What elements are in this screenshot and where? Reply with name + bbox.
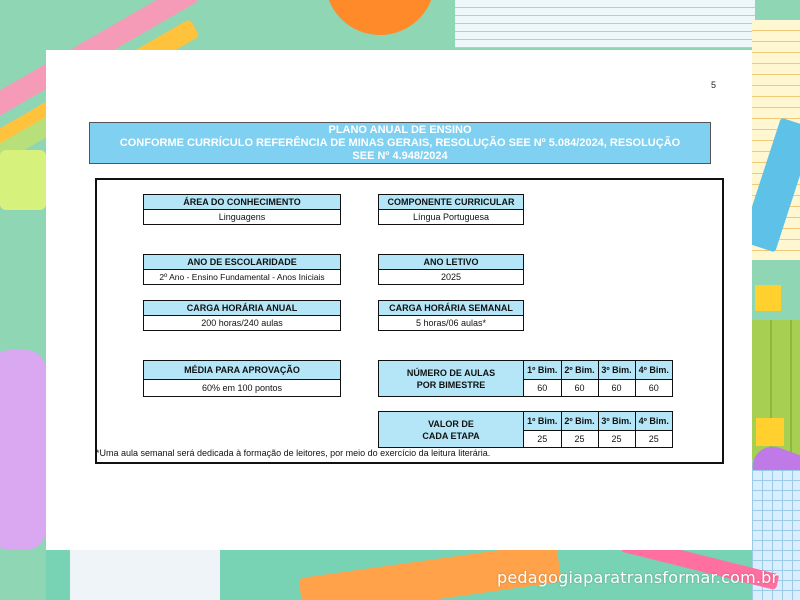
area-value: Linguagens [218,212,266,222]
media-field [143,360,341,397]
ano-escolaridade-label: ANO DE ESCOLARIDADE [144,255,340,270]
area-field [143,194,341,225]
aulas-value-1: 60 [537,382,548,393]
aulas-header-4: 4º Bim. [635,361,672,379]
ano-escolaridade-value: 2º Ano - Ensino Fundamental - Anos Iniciais [159,272,325,282]
componente-label: COMPONENTE CURRICULAR [379,195,523,210]
area-label: ÁREA DO CONHECIMENTO [144,195,340,210]
carga-semanal-value: 5 horas/06 aulas* [415,318,487,328]
title-line-3: SEE Nº 4.948/2024 [352,150,448,162]
componente-value: Língua Portuguesa [412,212,490,222]
title-line-1: PLANO ANUAL DE ENSINO [328,124,472,136]
document-page [46,50,752,550]
valor-etapa-label-line-2: CADA ETAPA [422,430,480,441]
carga-semanal-label: CARGA HORÁRIA SEMANAL [379,301,523,316]
aulas-bimestre-label-line-2: POR BIMESTRE [416,379,486,390]
carga-semanal-field [378,300,524,331]
valor-header-4: 4º Bim. [635,412,672,430]
carga-anual-field [143,300,341,331]
aulas-header-2: 2º Bim. [561,361,598,379]
ano-letivo-field [378,254,524,285]
valor-etapa-grid [524,412,672,447]
valor-etapa-label-line-1: VALOR DE [428,418,474,429]
valor-value-4: 25 [635,430,672,447]
media-label: MÉDIA PARA APROVAÇÃO [144,361,340,380]
aulas-bimestre-label-line-1: NÚMERO DE AULAS [406,367,496,378]
aulas-bimestre-table [378,360,673,397]
ano-escolaridade-field [143,254,341,285]
carga-anual-value: 200 horas/240 aulas [201,318,283,328]
valor-value-3: 25 [598,430,635,447]
carga-anual-label: CARGA HORÁRIA ANUAL [144,301,340,316]
valor-value-2: 25 [561,430,598,447]
aulas-header-3: 3º Bim. [598,361,635,379]
aulas-bimestre-label [379,361,524,396]
valor-header-3: 3º Bim. [598,412,635,430]
watermark-text: pedagogiaparatransformar.com.br [497,568,779,587]
valor-header-1: 1º Bim. [524,412,561,430]
footnote: *Uma aula semanal será dedicada à formação de leitores, por meio do exercício da leitura literária. [96,448,491,458]
page-number: 5 [710,80,716,90]
plan-frame [95,178,724,464]
valor-etapa-label [379,412,524,447]
valor-value-1: 25 [537,433,548,444]
valor-header-2: 2º Bim. [561,412,598,430]
aulas-bimestre-grid [524,361,672,396]
aulas-value-3: 60 [598,379,635,396]
ano-letivo-label: ANO LETIVO [379,255,523,270]
componente-field [378,194,524,225]
page-title [89,122,711,164]
ano-letivo-value: 2025 [440,272,462,282]
aulas-header-1: 1º Bim. [524,361,561,379]
aulas-value-2: 60 [561,379,598,396]
media-value: 60% em 100 pontos [201,383,283,393]
aulas-value-4: 60 [635,379,672,396]
title-line-2: CONFORME CURRÍCULO REFERÊNCIA DE MINAS GERAIS, RESOLUÇÃO SEE Nº 5.084/2024, RESOLUÇÃO [119,137,681,149]
valor-etapa-table [378,411,673,448]
